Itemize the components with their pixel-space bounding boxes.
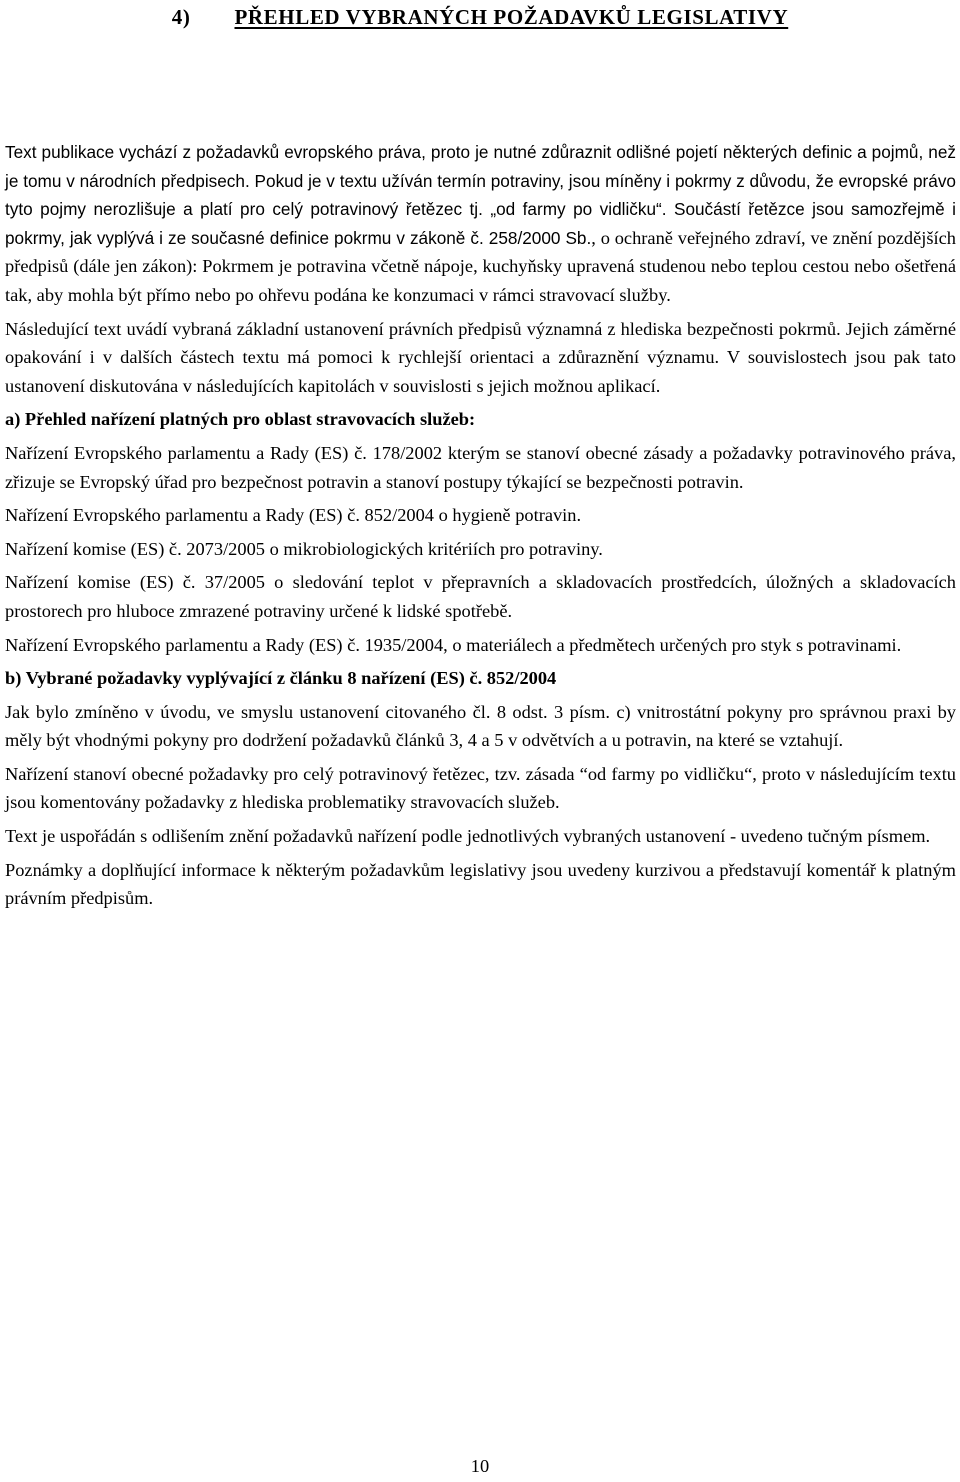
section-b-paragraph: Text je uspořádán s odlišením znění požadavků nařízení podle jednotlivých vybraných ustanovení - uvedeno tučným písmem. — [5, 826, 931, 847]
page-number: 10 — [470, 1456, 490, 1476]
intro-text-serif: , o ochraně veřejného zdraví, ve znění pozdějších předpisů (dále jen zákon): Pokrmem je potravina včetně nápoje, kuchyňsky upravená studenou nebo teplou cestou nebo ošetřená tak, aby mohla být přímo nebo po ohřevu podána ke konzumaci v rámci stravovací služby. — [5, 227, 956, 305]
section-b-paragraph: Jak bylo zmíněno v úvodu, ve smyslu ustanovení citovaného čl. 8 odst. 3 písm. c) vnitrostátní pokyny pro správnou praxi by měly být vhodnými pokyny pro dodržení požadavků článků 3, 4 a 5 v odvětvích a u potravin, na které se vztahují. — [5, 701, 956, 751]
section-b-paragraph: Nařízení stanoví obecné požadavky pro celý potravinový řetězec, tzv. zásada “od farmy po vidličku“, proto v následujícím textu jsou komentovány požadavky z hlediska problematiky stravovacích služeb. — [5, 763, 956, 813]
chapter-title: PŘEHLED VYBRANÝCH POŽADAVKŮ LEGISLATIVY — [234, 5, 789, 29]
section-b-title: b) Vybrané požadavky vyplývající z článku 8 nařízení (ES) č. 852/2004 — [5, 668, 557, 689]
document-body — [5, 138, 956, 918]
chapter-number: 4) — [171, 5, 191, 29]
regulation-item: Nařízení komise (ES) č. 37/2005 o sledování teplot v přepravních a skladovacích prostředcích, úložných a skladovacích prostorech pro hluboce zmrazené potraviny určené k lidské spotřebě. — [5, 572, 956, 621]
regulation-item: Nařízení komise (ES) č. 2073/2005 o mikrobiologických kritériích pro potraviny. — [5, 538, 603, 559]
intro-paragraph — [5, 138, 956, 310]
intro-text-sans: Text publikace vychází z požadavků evropského práva, proto je nutné zdůraznit odlišné pojetí některých definic a pojmů, než je tomu v národních předpisech. Pokud je v textu užíván termín potraviny, jsou míněny i pokrmy z důvodu, že evropské právo tyto pojmy nerozlišuje a platí pro celý potravinový řetězec tj. „od farmy po vidličku“. Součástí řetězce jsou samozřejmě i pokrmy, jak vyplývá i ze současné definice pokrmu v zákoně č. 258/2000 Sb. — [5, 142, 956, 248]
section-a-title: a) Přehled nařízení platných pro oblast stravovacích služeb: — [5, 409, 476, 430]
section-b-paragraph: Poznámky a doplňující informace k některým požadavkům legislativy jsou uvedeny kurzivou a představují komentář k platným právním předpisům. — [5, 859, 956, 909]
following-paragraph: Následující text uvádí vybraná základní ustanovení právních předpisů významná z hlediska bezpečnosti pokrmů. Jejich záměrné opakování i v dalších částech textu má pomoci k rychlejší orientaci a zdůraznění významu. V souvislostech jsou pak tato ustanovení diskutována v následujících kapitolách v souvislosti s jejich možnou aplikací. — [5, 318, 956, 396]
regulation-item: Nařízení Evropského parlamentu a Rady (ES) č. 852/2004 o hygieně potravin. — [5, 505, 582, 526]
regulation-item: Nařízení Evropského parlamentu a Rady (ES) č. 1935/2004, o materiálech a předmětech určených pro styk s potravinami. — [5, 634, 902, 655]
chapter-heading — [0, 4, 960, 30]
regulation-item: Nařízení Evropského parlamentu a Rady (ES) č. 178/2002 kterým se stanoví obecné zásady a požadavky potravinového práva, zřizuje se Evropský úřad pro bezpečnost potravin a stanoví postupy týkající se bezpečnosti potravin. — [5, 442, 956, 492]
